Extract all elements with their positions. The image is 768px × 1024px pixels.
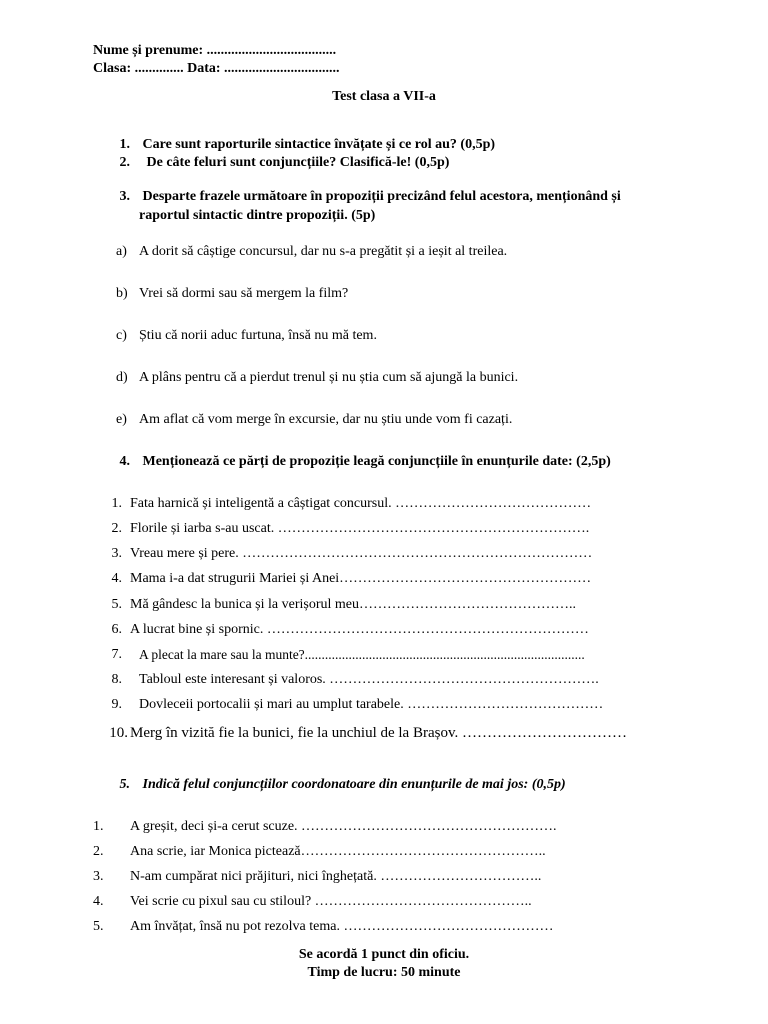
- question-5-number: 5.: [119, 777, 130, 792]
- item-text: A dorit să câștige concursul, dar nu s-a pregătit și a ieșit al treilea.: [139, 244, 508, 259]
- item-number: 3.: [93, 869, 104, 884]
- question-4-item: [100, 496, 592, 513]
- question-3-text-line1: Desparte frazele următoare în propoziții precizând felul acestora, menționând și: [142, 189, 621, 204]
- item-text: Am învățat, însă nu pot rezolva tema. ………………………………………: [130, 919, 554, 934]
- item-number: 5.: [93, 919, 104, 934]
- item-number: 8.: [111, 672, 122, 687]
- question-4-item: [100, 724, 627, 742]
- item-label: e): [116, 412, 127, 427]
- item-text: Mama i-a dat strugurii Mariei și Anei………………………………………………: [130, 571, 592, 586]
- question-5: [116, 777, 566, 794]
- name-field-line: Nume și prenume: .....................................: [93, 43, 337, 58]
- question-3-text-line2: raportul sintactic dintre propoziții. (5p): [139, 208, 376, 223]
- question-4-item: [100, 647, 585, 664]
- item-number: 1.: [111, 496, 122, 511]
- question-5-item: [93, 894, 532, 911]
- item-number: 4.: [93, 894, 104, 909]
- item-number: 7.: [111, 647, 122, 662]
- item-number: 1.: [93, 819, 104, 834]
- question-4: [116, 454, 611, 471]
- item-text: A plâns pentru că a pierdut trenul și nu știa cum să ajungă la bunici.: [139, 370, 519, 385]
- item-label: a): [116, 244, 127, 259]
- item-label: b): [116, 286, 128, 301]
- question-4-number: 4.: [119, 454, 130, 469]
- question-2-number: 2.: [119, 155, 130, 170]
- item-text: Florile și iarba s-au uscat. ………………………………………………………….: [130, 521, 590, 536]
- question-5-item: [93, 844, 546, 861]
- question-4-item: [100, 697, 604, 714]
- question-2-text: De câte feluri sunt conjuncțiile? Clasifică-le! (0,5p): [146, 155, 450, 170]
- item-number: 6.: [111, 622, 122, 637]
- question-3-item: [116, 412, 513, 429]
- item-text: A lucrat bine și spornic. ……………………………………………………………: [130, 622, 589, 637]
- item-label: c): [116, 328, 127, 343]
- question-3: [116, 189, 621, 206]
- question-4-text: Menționează ce părți de propoziție leagă conjuncțiile în enunțurile date: (2,5p): [142, 454, 611, 469]
- question-1: [116, 137, 495, 154]
- item-dots: ……………………………: [462, 725, 627, 741]
- item-text: Vei scrie cu pixul sau cu stiloul? ………………………………………..: [130, 894, 532, 909]
- item-text: Mă gândesc la bunica și la verișorul meu………………………………………..: [130, 597, 576, 612]
- item-text: Tabloul este interesant și valoros. ………………………………………………….: [139, 672, 599, 687]
- question-4-item: [100, 622, 589, 639]
- question-4-item: [100, 672, 599, 689]
- question-1-number: 1.: [119, 137, 130, 152]
- item-number: 4.: [111, 571, 122, 586]
- question-3-number: 3.: [119, 189, 130, 204]
- question-4-item: [100, 546, 593, 563]
- item-text: Vrei să dormi sau să mergem la film?: [139, 286, 349, 301]
- item-text: A plecat la mare sau la munte?...................................................................................: [139, 647, 585, 662]
- item-sentence: Merg în vizită fie la bunici, fie la unchiul de la Brașov.: [130, 725, 459, 741]
- item-label: d): [116, 370, 128, 385]
- item-text: Vreau mere și pere. …………………………………………………………………: [130, 546, 593, 561]
- question-3-item: [116, 286, 349, 303]
- footer-time-note: Timp de lucru: 50 minute: [307, 965, 461, 980]
- item-text: Fata harnică și inteligentă a câștigat concursul. ……………………………………: [130, 496, 592, 511]
- question-3-item: [116, 370, 519, 387]
- item-number: 5.: [111, 597, 122, 612]
- test-title: Test clasa a VII-a: [332, 89, 436, 104]
- question-4-item: [100, 571, 592, 588]
- item-number: 9.: [111, 697, 122, 712]
- item-text: Ana scrie, iar Monica pictează……………………………………………..: [130, 844, 546, 859]
- question-5-text: Indică felul conjuncțiilor coordonatoare din enunțurile de mai jos: (0,5p): [142, 777, 566, 792]
- item-text: Am aflat că vom merge în excursie, dar nu știu unde vom fi cazați.: [139, 412, 513, 427]
- item-text: [130, 724, 627, 742]
- item-text: Dovleceii portocalii și mari au umplut tarabele. ……………………………………: [139, 697, 604, 712]
- footer-points-note: Se acordă 1 punct din oficiu.: [298, 947, 470, 962]
- question-1-text: Care sunt raporturile sintactice învățate și ce rol au? (0,5p): [142, 137, 496, 152]
- item-number: 2.: [93, 844, 104, 859]
- item-text: N-am cumpărat nici prăjituri, nici înghețată. ……………………………..: [130, 869, 542, 884]
- question-3-item: [116, 244, 508, 261]
- item-number: 2.: [111, 521, 122, 536]
- item-text: Știu că norii aduc furtuna, însă nu mă tem.: [139, 328, 377, 343]
- question-5-item: [93, 869, 542, 886]
- question-2: [116, 155, 449, 172]
- question-4-item: [100, 597, 576, 614]
- item-number: 3.: [111, 546, 122, 561]
- question-4-item: [100, 521, 590, 538]
- question-5-item: [93, 919, 554, 936]
- question-5-item: [93, 819, 557, 836]
- item-number: 10.: [109, 725, 128, 741]
- item-text: A greșit, deci și-a cerut scuze. ……………………………………………….: [130, 819, 557, 834]
- class-date-line: Clasa: .............. Data: .................................: [93, 61, 340, 76]
- question-3-item: [116, 328, 377, 345]
